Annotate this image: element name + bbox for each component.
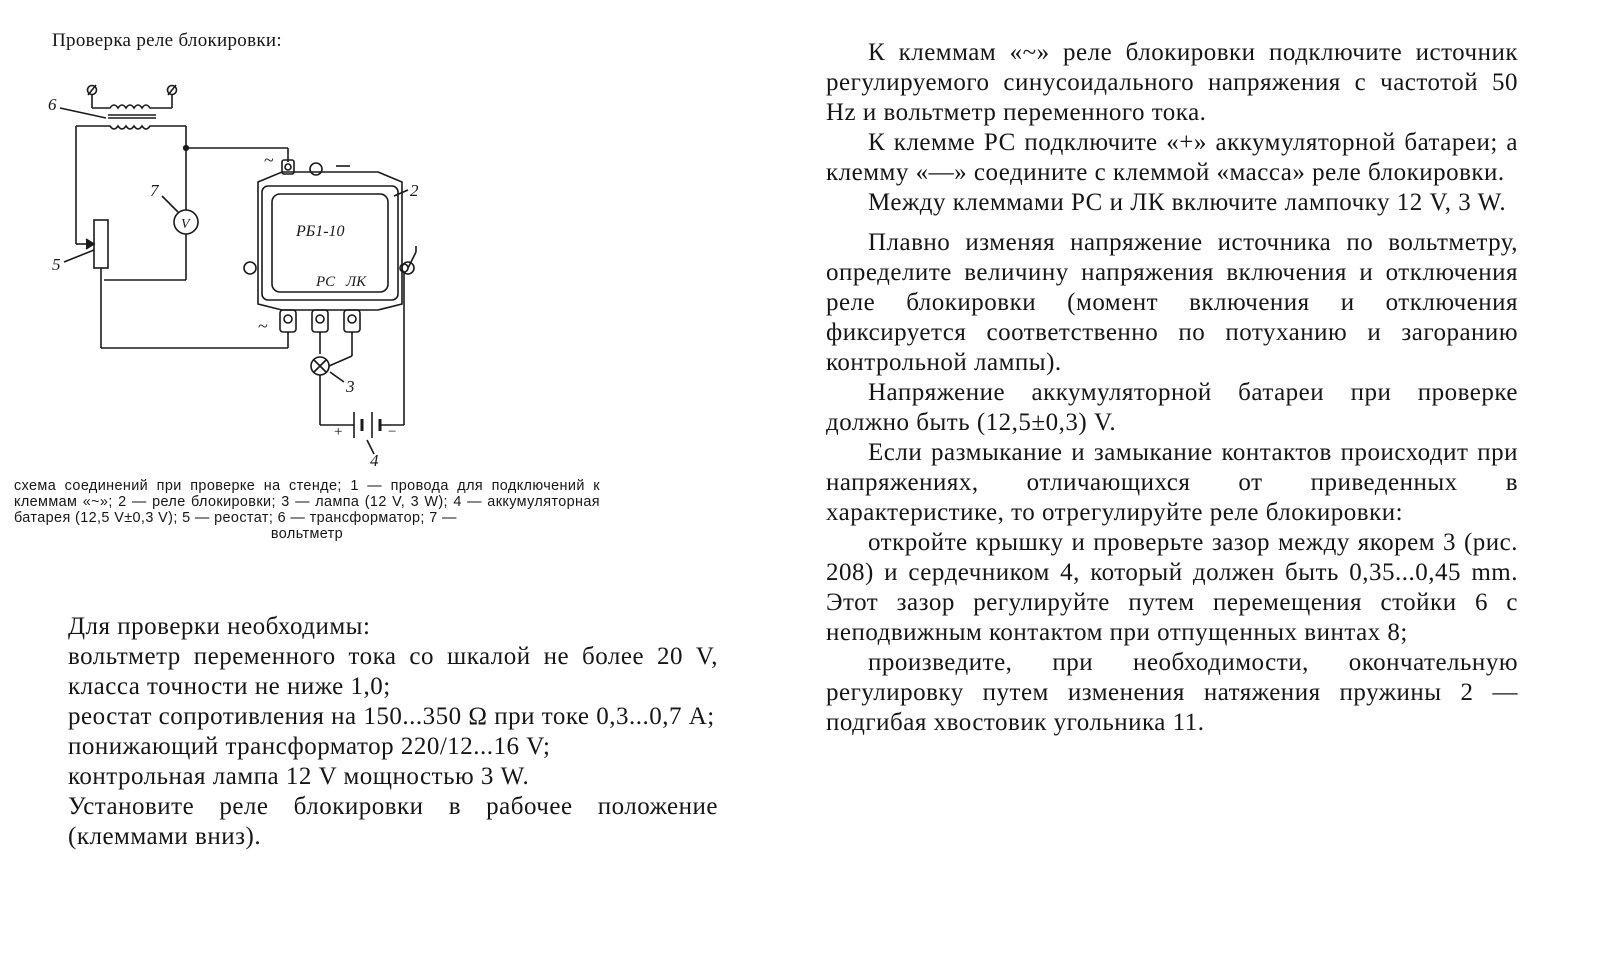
left-column-text [68, 612, 718, 852]
label-7: 7 [150, 181, 159, 200]
label-6: 6 [48, 95, 57, 114]
paragraph: Если размыкание и замыкание контактов происходит при напряжениях, отличающихся от приведенных в характеристике, то отрегулируйте реле блокировки: [826, 439, 1518, 526]
requirement-item: реостат сопротивления на 150...350 Ω при токе 0,3...0,7 A; [68, 703, 715, 730]
paragraph: К клемме РС подключите «+» аккумуляторной батареи; а клемму «—» соедините с клеммой «масса» реле блокировки. [826, 129, 1518, 186]
label-5: 5 [52, 255, 61, 274]
requirement-item: понижающий трансформатор 220/12...16 V; [68, 733, 551, 760]
transformer-symbol [76, 94, 186, 220]
relay-model-label: РБ1-10 [296, 223, 345, 240]
battery-minus-label: − [388, 424, 397, 440]
paragraph: Установите реле блокировки в рабочее положение (клеммами вниз). [68, 793, 718, 850]
tilde-top-label: ~ [264, 150, 274, 170]
requirement-item: контрольная лампа 12 V мощностью 3 W. [68, 763, 530, 790]
paragraph: К клеммам «~» реле блокировки подключите источник регулируемого синусоидального напряжения с частотой 50 Hz и вольтметр переменного тока. [826, 39, 1518, 126]
paragraph: Плавно изменяя напряжение источника по вольтметру, определите величину напряжения включения и отключения реле блокировки (момент включения и отключения фиксируется соответственно по потуханию и загоранию контрольной лампы). [826, 229, 1518, 376]
terminal-lk-label: ЛК [346, 274, 367, 290]
label-2: 2 [410, 181, 419, 200]
requirements-intro: Для проверки необходимы: [68, 613, 371, 640]
paragraph: Между клеммами РС и ЛК включите лампочку 12 V, 3 W. [868, 189, 1507, 216]
label-4: 4 [370, 451, 379, 470]
figure-caption [14, 478, 600, 542]
wiring-diagram [40, 70, 460, 470]
paragraph: Напряжение аккумуляторной батареи при проверке должно быть (12,5±0,3) V. [826, 379, 1518, 436]
figure-heading: Проверка реле блокировки: [52, 30, 282, 51]
battery-symbol [354, 412, 380, 438]
right-column-text [826, 38, 1518, 738]
terminal-pc-label: РС [316, 274, 336, 290]
voltmeter-label: V [181, 217, 190, 232]
rheostat-symbol [94, 220, 108, 268]
requirement-item: вольтметр переменного тока со шкалой не более 20 V, класса точности не ниже 1,0; [68, 643, 718, 700]
paragraph: произведите, при необходимости, окончательную регулировку путем изменения натяжения пружины 2 — подгибая хвостовик угольника 11. [826, 649, 1518, 736]
paragraph: откройте крышку и проверьте зазор между якорем 3 (рис. 208) и сердечником 4, который должен быть 0,35...0,45 mm. Этот зазор регулируйте путем перемещения стойки 6 с неподвижным контактом при отпущенных винтах 8; [826, 529, 1518, 646]
battery-plus-label: + [334, 424, 343, 440]
caption-line-last: вольтметр [270, 526, 344, 542]
tilde-bottom-label: ~ [258, 316, 268, 336]
caption-line: схема соединений при проверке на стенде; 1 — провода для подключений к клеммам «~»; 2 — реле блокировки; 3 — лампа (12 V, 3 W); 4 — аккумуляторная батарея (12,5 V±0,3 V); 5 — реостат; 6 — трансформатор; 7 — [14, 478, 600, 526]
label-3: 3 [346, 377, 355, 396]
